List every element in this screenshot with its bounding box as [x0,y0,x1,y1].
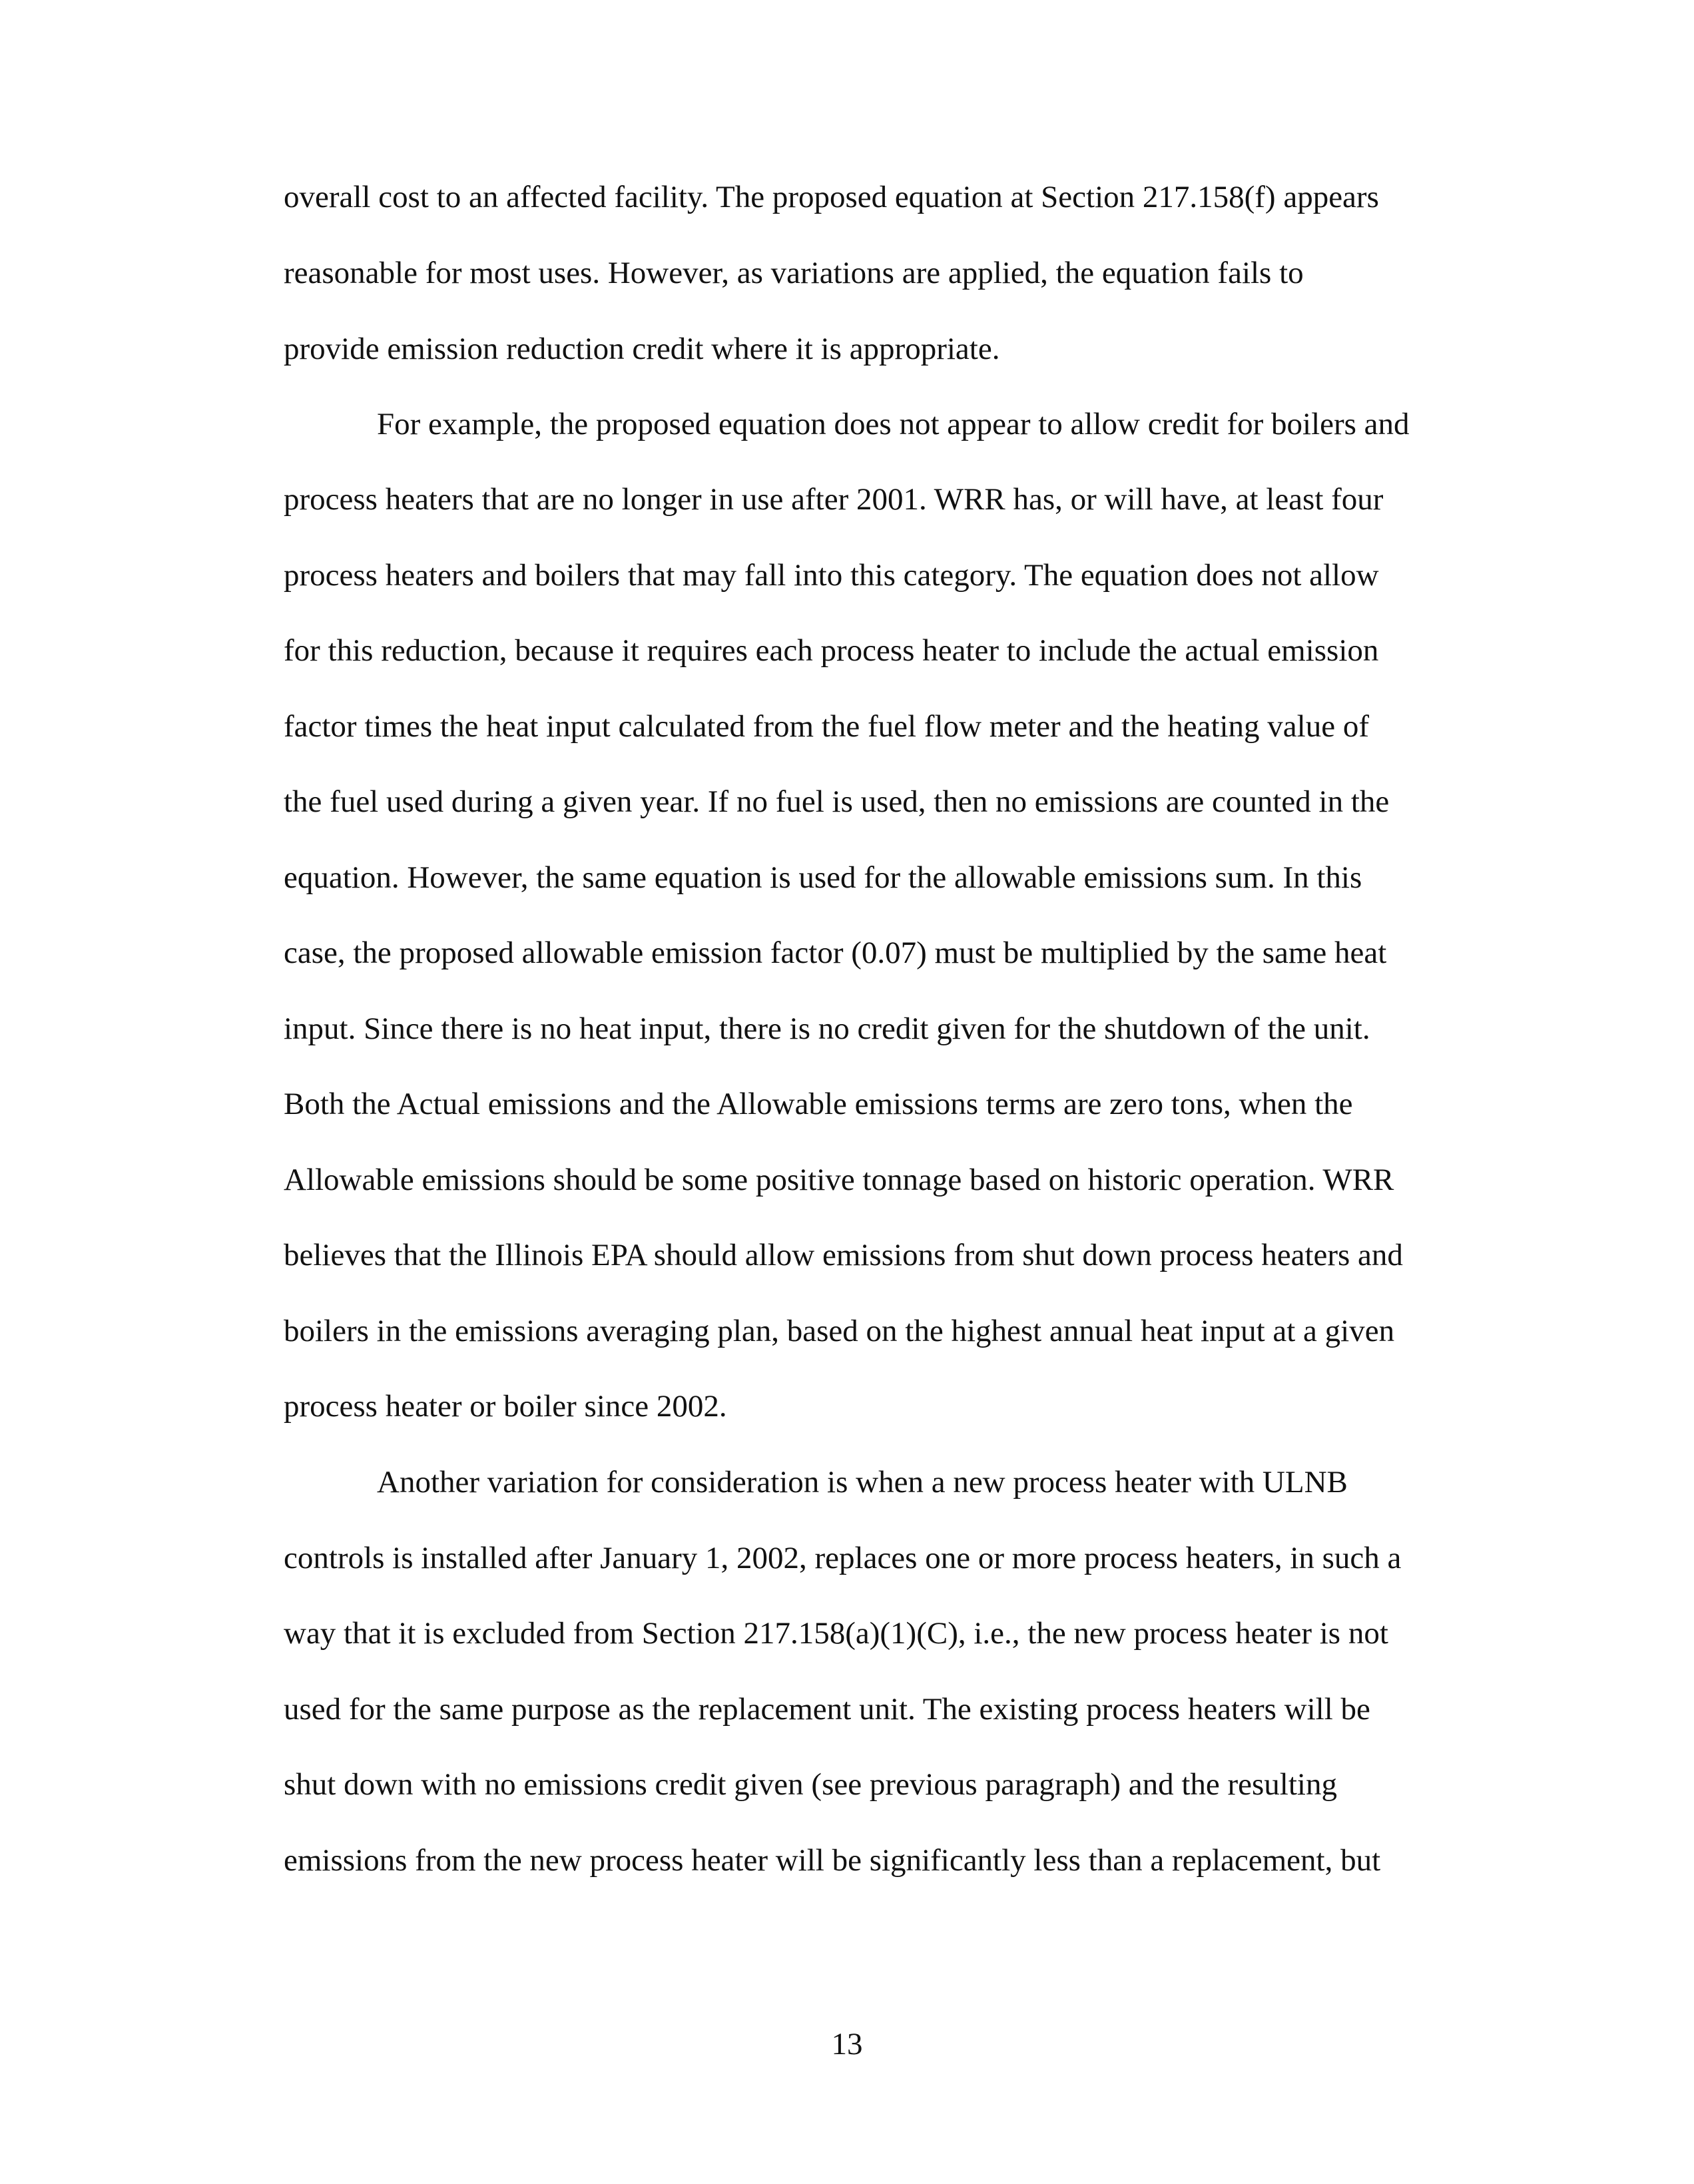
text-line-3: provide emission reduction credit where it is appropriate. [284,332,1000,366]
text-line-7: for this reduction, because it requires each process heater to include the actual emission [284,633,1379,668]
text-line-12: input. Since there is no heat input, there is no credit given for the shutdown of the unit. [284,1011,1370,1046]
text-line-19: controls is installed after January 1, 2002, replaces one or more process heaters, in such a [284,1541,1402,1575]
text-line-23: emissions from the new process heater will be significantly less than a replacement, but [284,1843,1381,1878]
text-line-13: Both the Actual emissions and the Allowable emissions terms are zero tons, when the [284,1087,1353,1121]
text-line-14: Allowable emissions should be some positive tonnage based on historic operation. WRR [284,1163,1394,1197]
text-line-5: process heaters that are no longer in use after 2001. WRR has, or will have, at least four [284,482,1384,517]
text-line-21: used for the same purpose as the replacement unit. The existing process heaters will be [284,1692,1370,1727]
text-line-18: Another variation for consideration is when a new process heater with ULNB [377,1465,1348,1500]
text-line-11: case, the proposed allowable emission factor (0.07) must be multiplied by the same heat [284,936,1387,970]
text-line-16: boilers in the emissions averaging plan, based on the highest annual heat input at a given [284,1314,1395,1348]
text-line-10: equation. However, the same equation is used for the allowable emissions sum. In this [284,860,1362,895]
text-line-8: factor times the heat input calculated from the fuel flow meter and the heating value of [284,709,1369,744]
text-line-22: shut down with no emissions credit given (see previous paragraph) and the resulting [284,1767,1337,1802]
text-line-4: For example, the proposed equation does not appear to allow credit for boilers and [377,407,1410,441]
text-line-9: the fuel used during a given year. If no fuel is used, then no emissions are counted in the [284,784,1390,819]
text-line-15: believes that the Illinois EPA should allow emissions from shut down process heaters and [284,1238,1403,1272]
text-line-17: process heater or boiler since 2002. [284,1389,727,1424]
text-line-6: process heaters and boilers that may fall into this category. The equation does not allow [284,558,1379,593]
page-number: 13 [831,2027,863,2061]
text-line-1: overall cost to an affected facility. The proposed equation at Section 217.158(f) appears [284,180,1379,214]
text-line-20: way that it is excluded from Section 217.158(a)(1)(C), i.e., the new process heater is not [284,1616,1388,1651]
text-line-2: reasonable for most uses. However, as variations are applied, the equation fails to [284,256,1304,290]
